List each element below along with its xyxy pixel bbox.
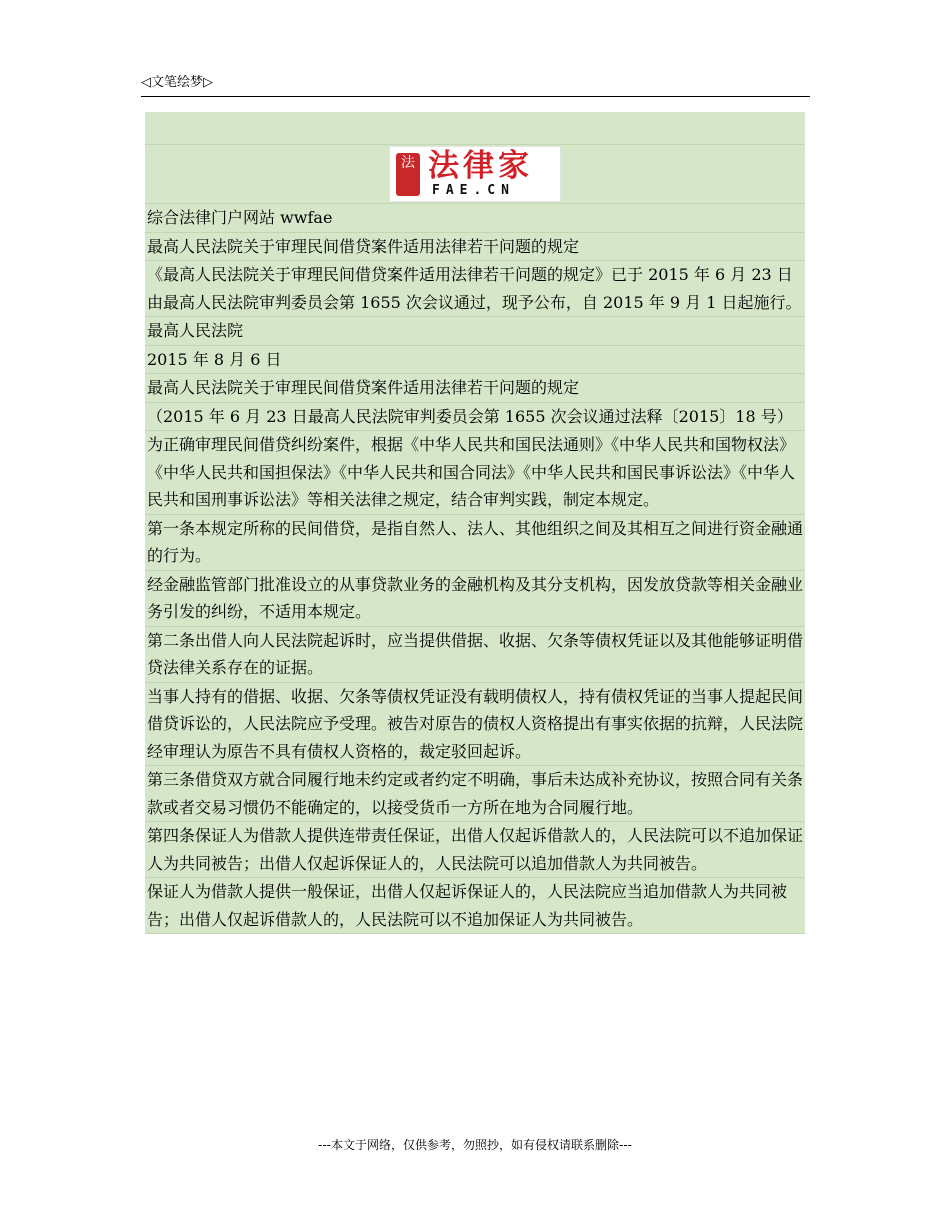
document-content-table <box>145 112 805 934</box>
document-title: 最高人民法院关于审理民间借贷案件适用法律若干问题的规定 <box>145 233 805 262</box>
empty-row <box>145 112 805 145</box>
fae-logo <box>389 146 561 202</box>
issuer: 最高人民法院 <box>145 317 805 346</box>
adoption-note: （2015 年 6 月 23 日最高人民法院审判委员会第 1655 次会议通过法释〔2015〕18 号） <box>145 403 805 432</box>
page-footer: ---本文于网络，仅供参考，勿照抄，如有侵权请联系删除--- <box>318 1138 632 1152</box>
logo-seal-icon: 法 <box>396 153 420 196</box>
article-3: 第三条借贷双方就合同履行地未约定或者约定不明确，事后未达成补充协议，按照合同有关条款或者交易习惯仍不能确定的，以接受货币一方所在地为合同履行地。 <box>145 766 805 822</box>
article-1: 第一条本规定所称的民间借贷，是指自然人、法人、其他组织之间及其相互之间进行资金融通的行为。 <box>145 515 805 571</box>
article-4-paragraph-2: 保证人为借款人提供一般保证，出借人仅起诉保证人的，人民法院应当追加借款人为共同被告；出借人仅起诉借款人的，人民法院可以不追加保证人为共同被告。 <box>145 878 805 934</box>
issue-date: 2015 年 8 月 6 日 <box>145 346 805 375</box>
article-4: 第四条保证人为借款人提供连带责任保证，出借人仅起诉借款人的，人民法院可以不追加保证人为共同被告；出借人仅起诉保证人的，人民法院可以追加借款人为共同被告。 <box>145 822 805 878</box>
article-1-paragraph-2: 经金融监管部门批准设立的从事贷款业务的金融机构及其分支机构，因发放贷款等相关金融业务引发的纠纷，不适用本规定。 <box>145 571 805 627</box>
page-header <box>141 72 810 97</box>
header-brand: ◁文笔绘梦▷ <box>141 75 213 90</box>
announcement-text: 《最高人民法院关于审理民间借贷案件适用法律若干问题的规定》已于 2015 年 6 月 23 日由最高人民法院审判委员会第 1655 次会议通过，现予公布，自 2015 年 9 月 1 日起施行。 <box>145 261 805 317</box>
article-2: 第二条出借人向人民法院起诉时，应当提供借据、收据、欠条等债权凭证以及其他能够证明借贷法律关系存在的证据。 <box>145 627 805 683</box>
regulation-title: 最高人民法院关于审理民间借贷案件适用法律若干问题的规定 <box>145 374 805 403</box>
logo-row <box>145 145 805 204</box>
preamble: 为正确审理民间借贷纠纷案件，根据《中华人民共和国民法通则》《中华人民共和国物权法》《中华人民共和国担保法》《中华人民共和国合同法》《中华人民共和国民事诉讼法》《中华人民共和国刑事诉讼法》等相关法律之规定，结合审判实践，制定本规定。 <box>145 431 805 515</box>
article-2-paragraph-2: 当事人持有的借据、收据、欠条等债权凭证没有载明债权人，持有债权凭证的当事人提起民间借贷诉讼的，人民法院应予受理。被告对原告的债权人资格提出有事实依据的抗辩，人民法院经审理认为原告不具有债权人资格的，裁定驳回起诉。 <box>145 683 805 767</box>
site-name: 综合法律门户网站 wwfae <box>145 204 805 233</box>
logo-sub-text: FAE.CN <box>432 183 515 198</box>
logo-main-text: 法律家 <box>428 148 533 184</box>
